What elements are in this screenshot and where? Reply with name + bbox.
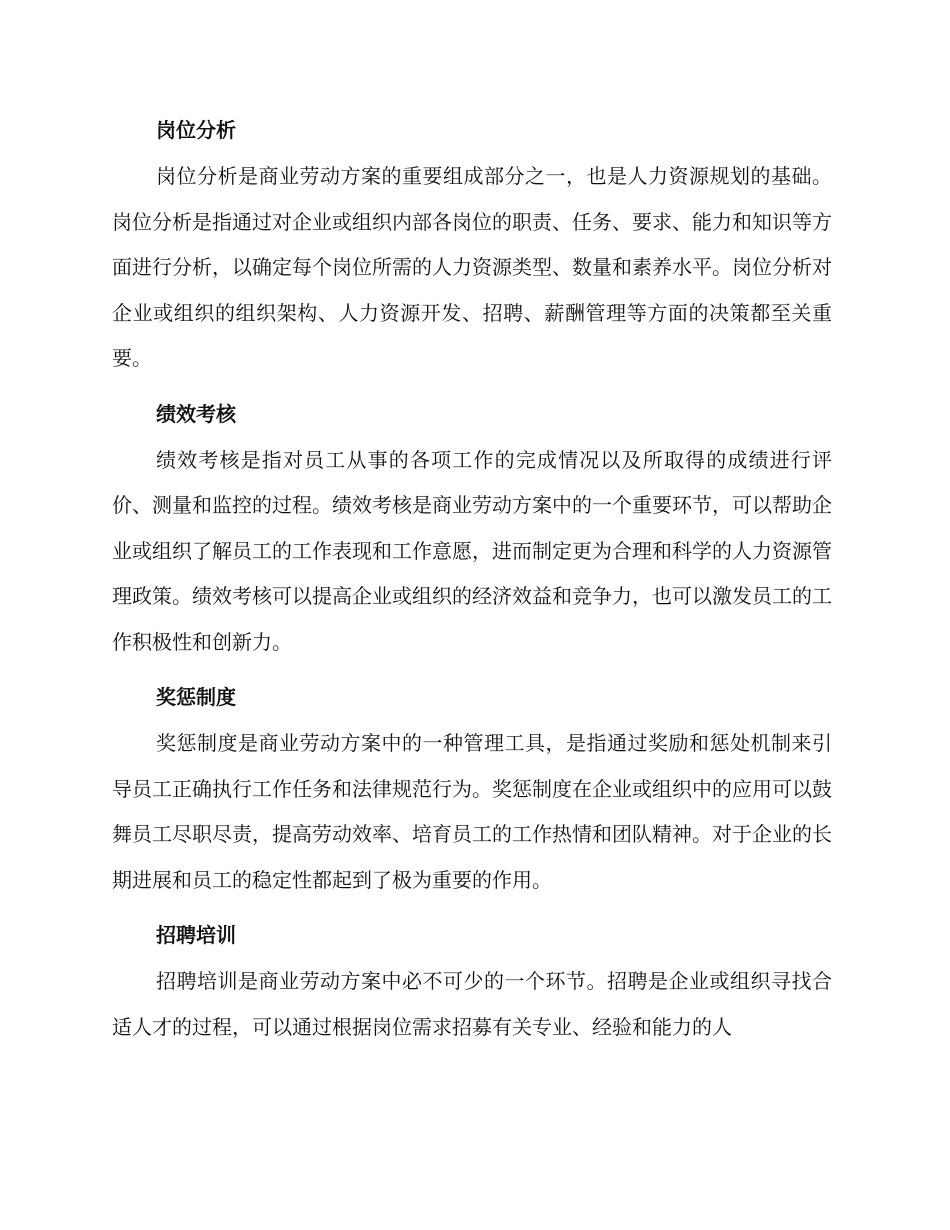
section-heading: 岗位分析 <box>156 118 236 142</box>
section-paragraph: 招聘培训是商业劳动方案中必不可少的一个环节。招聘是企业或组织寻找合适人才的过程，可以通过根据岗位需求招募有关专业、经验和能力的人 <box>112 969 832 1039</box>
section-job-analysis <box>112 106 832 382</box>
document-content <box>112 106 832 1058</box>
section-recruitment-training <box>112 911 832 1050</box>
section-paragraph: 绩效考核是指对员工从事的各项工作的完成情况以及所取得的成绩进行评价、测量和监控的过程。绩效考核是商业劳动方案中的一个重要环节，可以帮助企业或组织了解员工的工作表现和工作意愿，进而制定更为合理和科学的人力资源管理政策。绩效考核可以提高企业或组织的经济效益和竞争力，也可以激发员工的工作积极性和创新力。 <box>112 447 832 654</box>
section-heading: 绩效考核 <box>156 401 236 426</box>
section-paragraph: 岗位分析是商业劳动方案的重要组成部分之一，也是人力资源规划的基础。岗位分析是指通过对企业或组织内部各岗位的职责、任务、要求、能力和知识等方面进行分析，以确定每个岗位所需的人力资源类型、数量和素养水平。岗位分析对企业或组织的组织架构、人力资源开发、招聘、薪酬管理等方面的决策都至关重要。 <box>112 164 832 370</box>
section-paragraph: 奖惩制度是商业劳动方案中的一种管理工具，是指通过奖励和惩处机制来引导员工正确执行工作任务和法律规范行为。奖惩制度在企业或组织中的应用可以鼓舞员工尽职尽责，提高劳动效率、培育员工的工作热情和团队精神。对于企业的长期进展和员工的稳定性都起到了极为重要的作用。 <box>112 731 832 892</box>
section-performance-review <box>112 390 832 666</box>
section-reward-punishment <box>112 673 832 903</box>
section-heading: 招聘培训 <box>156 923 236 947</box>
section-heading: 奖惩制度 <box>156 685 236 709</box>
